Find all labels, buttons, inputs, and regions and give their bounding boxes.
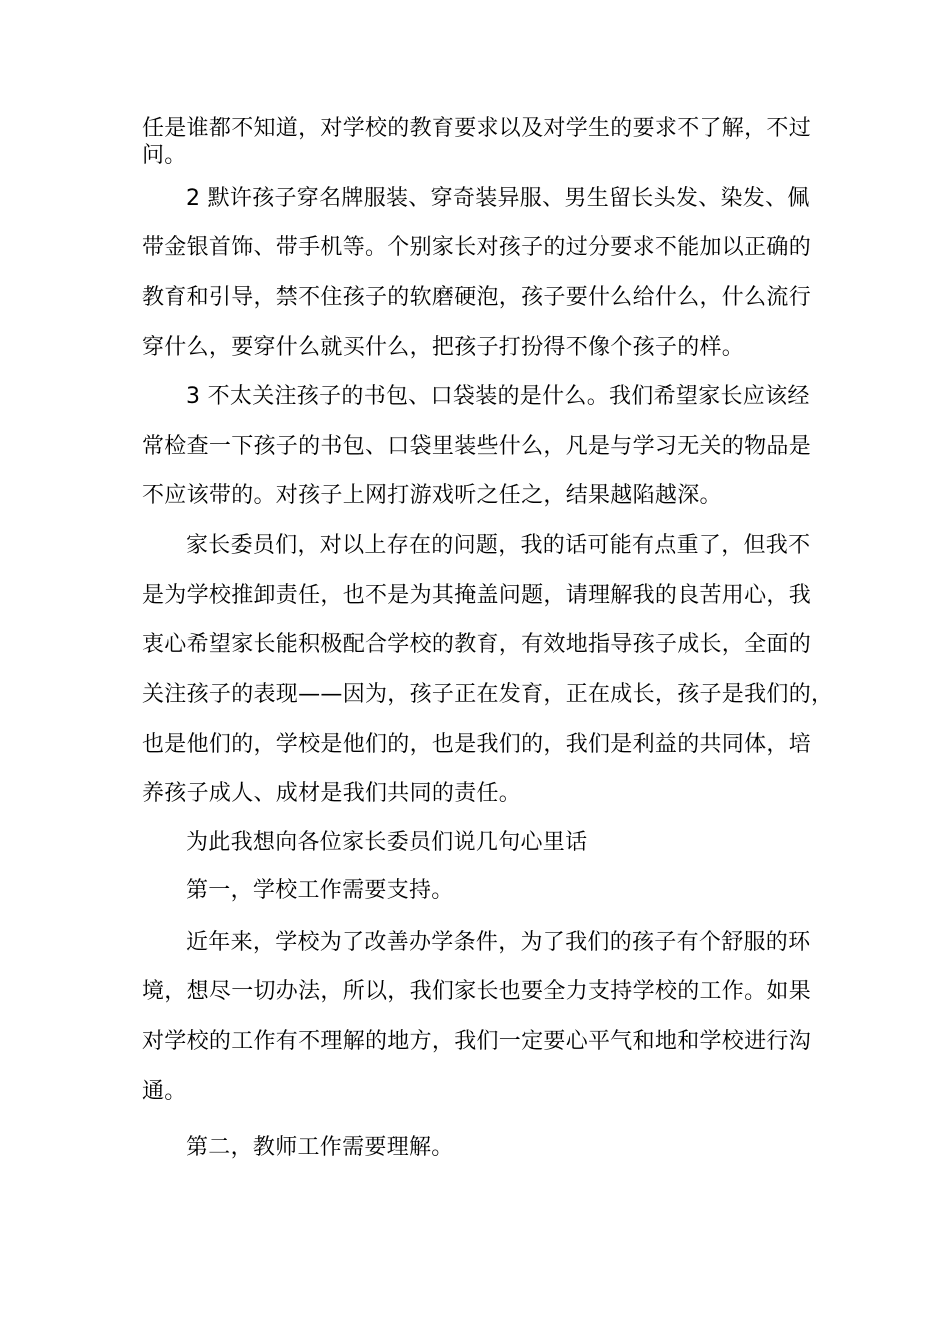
text-line: 对学校的工作有不理解的地方，我们一定要心平气和地和学校进行沟 [142, 1029, 812, 1054]
text-line: 为此我想向各位家长委员们说几句心里话 [186, 830, 588, 855]
text-line: 家长委员们，对以上存在的问题，我的话可能有点重了，但我不 [186, 533, 811, 558]
text-line: 带金银首饰、带手机等。个别家长对孩子的过分要求不能加以正确的 [142, 235, 812, 260]
text-line: 境，想尽一切办法，所以，我们家长也要全力支持学校的工作。如果 [142, 979, 812, 1004]
text-line: 养孩子成人、成材是我们共同的责任。 [142, 781, 522, 806]
text-line: 3 不太关注孩子的书包、口袋装的是什么。我们希望家长应该经 [186, 384, 810, 409]
text-line: 是为学校推卸责任，也不是为其掩盖问题，请理解我的良苦用心，我 [142, 583, 812, 608]
text-line: 2 默许孩子穿名牌服装、穿奇装异服、男生留长头发、染发、佩 [186, 186, 810, 211]
text-line: 第二，教师工作需要理解。 [186, 1135, 454, 1160]
text-line: 近年来，学校为了改善办学条件，为了我们的孩子有个舒服的环 [186, 930, 811, 955]
text-line: 衷心希望家长能积极配合学校的教育，有效地指导孩子成长，全面的 [142, 632, 812, 657]
text-line: 常检查一下孩子的书包、口袋里装些什么，凡是与学习无关的物品是 [142, 434, 812, 459]
text-line: 教育和引导，禁不住孩子的软磨硬泡，孩子要什么给什么，什么流行 [142, 285, 812, 310]
text-line: 穿什么，要穿什么就买什么，把孩子打扮得不像个孩子的样。 [142, 335, 745, 360]
text-line: 通。 [142, 1079, 187, 1104]
text-line: 不应该带的。对孩子上网打游戏听之任之，结果越陷越深。 [142, 483, 722, 508]
text-line: 第一，学校工作需要支持。 [186, 878, 454, 903]
text-line: 问。 [142, 143, 187, 168]
text-line: 关注孩子的表现——因为，孩子正在发育，正在成长，孩子是我们的， [142, 682, 834, 707]
text-line: 也是他们的，学校是他们的，也是我们的，我们是利益的共同体，培 [142, 732, 812, 757]
text-line: 任是谁都不知道，对学校的教育要求以及对学生的要求不了解，不过 [142, 116, 812, 141]
